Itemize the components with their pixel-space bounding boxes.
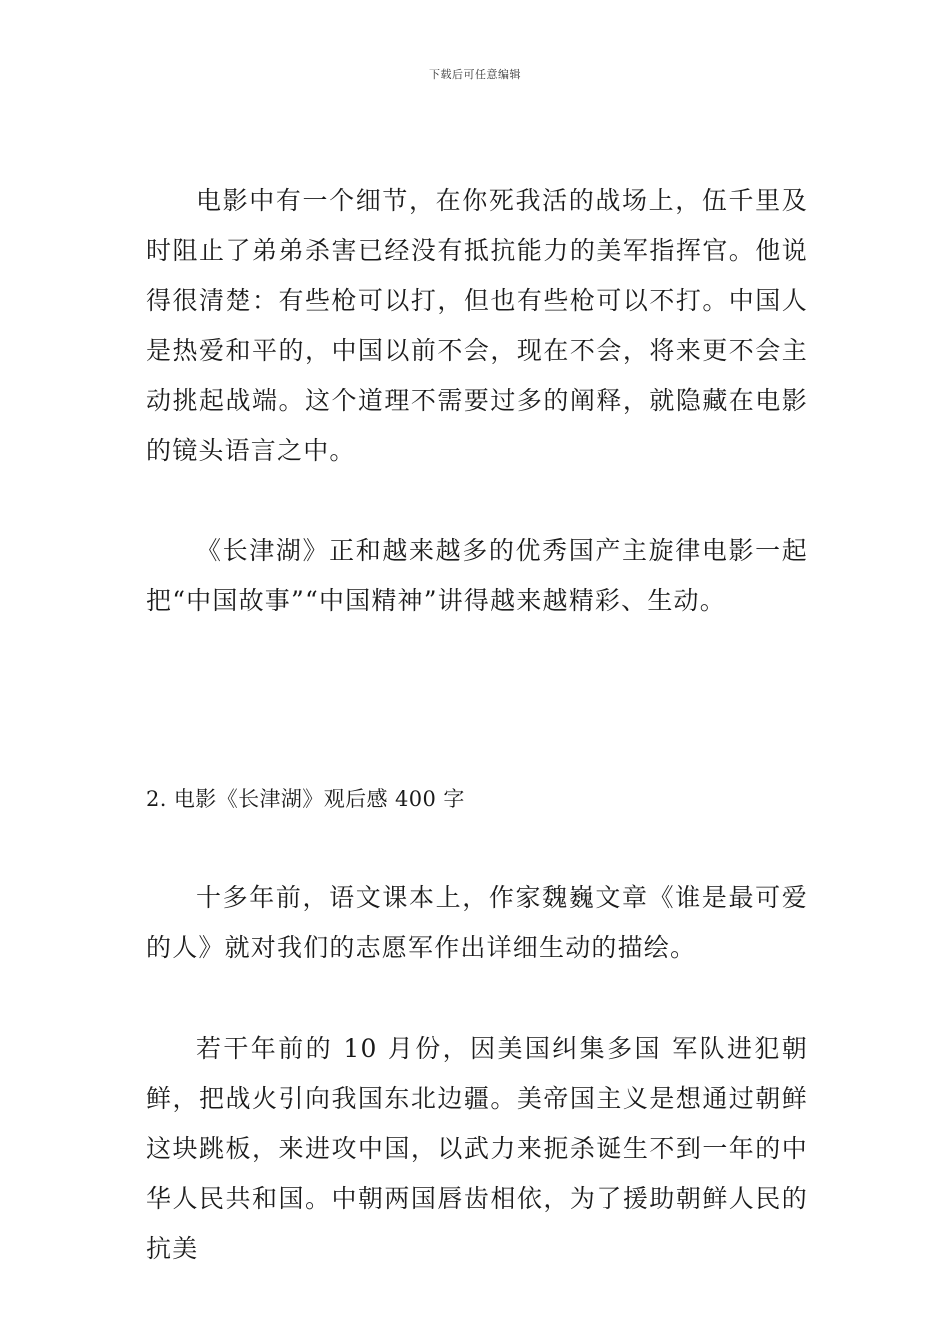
body-paragraph-2: 《长津湖》正和越来越多的优秀国产主旋律电影一起把“中国故事”“中国精神”讲得越来越精彩、生动。 (146, 536, 808, 615)
body-paragraph-1: 电影中有一个细节，在你死我活的战场上，伍千里及时阻止了弟弟杀害已经没有抵抗能力的美军指挥官。他说得很清楚：有些枪可以打，但也有些枪可以不打。中国人是热爱和平的，中国以前不会，现在不会，将来更不会主动挑起战端。这个道理不需要过多的阐释，就隐藏在电影的镜头语言之中。 (146, 186, 808, 465)
body-paragraph-4: 若干年前的 10 月份，因美国纠集多国 军队进犯朝鲜，把战火引向我国东北边疆。美帝国主义是想通过朝鲜这块跳板，来进攻中国，以武力来扼杀诞生不到一年的中华人民共和国。中朝两国唇齿相依，为了援助朝鲜人民的抗美 (146, 1034, 808, 1263)
body-paragraph-3: 十多年前，语文课本上，作家魏巍文章《谁是最可爱的人》就对我们的志愿军作出详细生动的描绘。 (146, 883, 808, 962)
page-header-note: 下载后可任意编辑 (429, 68, 521, 81)
section-heading: 2. 电影《长津湖》观后感 400 字 (146, 787, 465, 811)
